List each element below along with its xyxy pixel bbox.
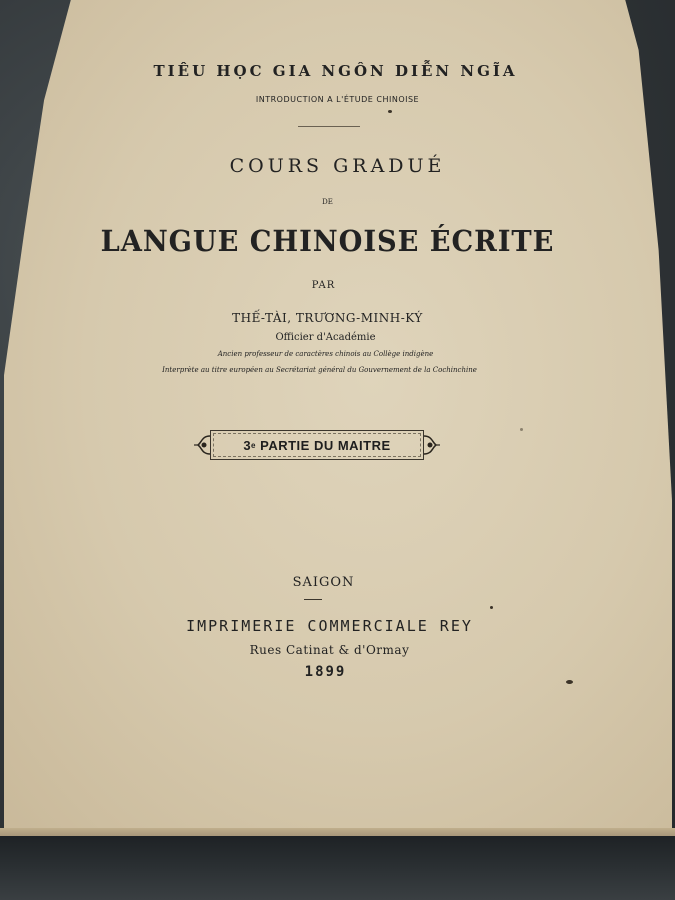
author-role-1: Ancien professeur de caractères chinois au Collège indigène	[217, 350, 434, 358]
paper-speck	[388, 110, 392, 113]
imprint-year: 1899	[304, 664, 347, 680]
paper-speck	[490, 606, 493, 609]
part-label-box	[210, 430, 424, 460]
part-number: 3	[243, 437, 252, 453]
header-divider	[298, 126, 360, 127]
imprint-address: Rues Catinat & d'Ormay	[249, 643, 410, 657]
vietnamese-title: TIÊU HỌC GIA NGÔN DIỄN NGĨA	[153, 62, 518, 80]
part-label: PARTIE DU MAITRE	[260, 437, 391, 453]
main-title-line1: COURS GRADUÉ	[229, 155, 446, 177]
table-edge	[0, 836, 675, 900]
author-role-2: Interprète au titre européen au Secrétariat général du Gouvernement de la Cochinchine	[162, 366, 477, 374]
imprint-printer: IMPRIMERIE COMMERCIALE REY	[186, 617, 473, 635]
book-page-edge	[0, 828, 675, 836]
part-number-suffix: e	[251, 440, 256, 450]
main-title-connector: DE	[322, 198, 333, 206]
paper-speck	[520, 428, 523, 431]
imprint-divider	[304, 599, 322, 600]
french-subtitle: INTRODUCTION A L'ÉTUDE CHINOISE	[255, 95, 420, 104]
paper-speck	[566, 680, 573, 684]
imprint-city: SAIGON	[292, 575, 355, 590]
main-title-line2: LANGUE CHINOISE ÉCRITE	[100, 224, 555, 258]
ornament-left-icon	[192, 432, 212, 458]
author-name: THẾ-TÀI, TRƯƠNG-MINH-KÝ	[232, 311, 423, 325]
ornament-right-icon	[422, 432, 442, 458]
author-by: PAR	[311, 280, 336, 291]
author-rank: Officier d'Académie	[275, 332, 376, 343]
